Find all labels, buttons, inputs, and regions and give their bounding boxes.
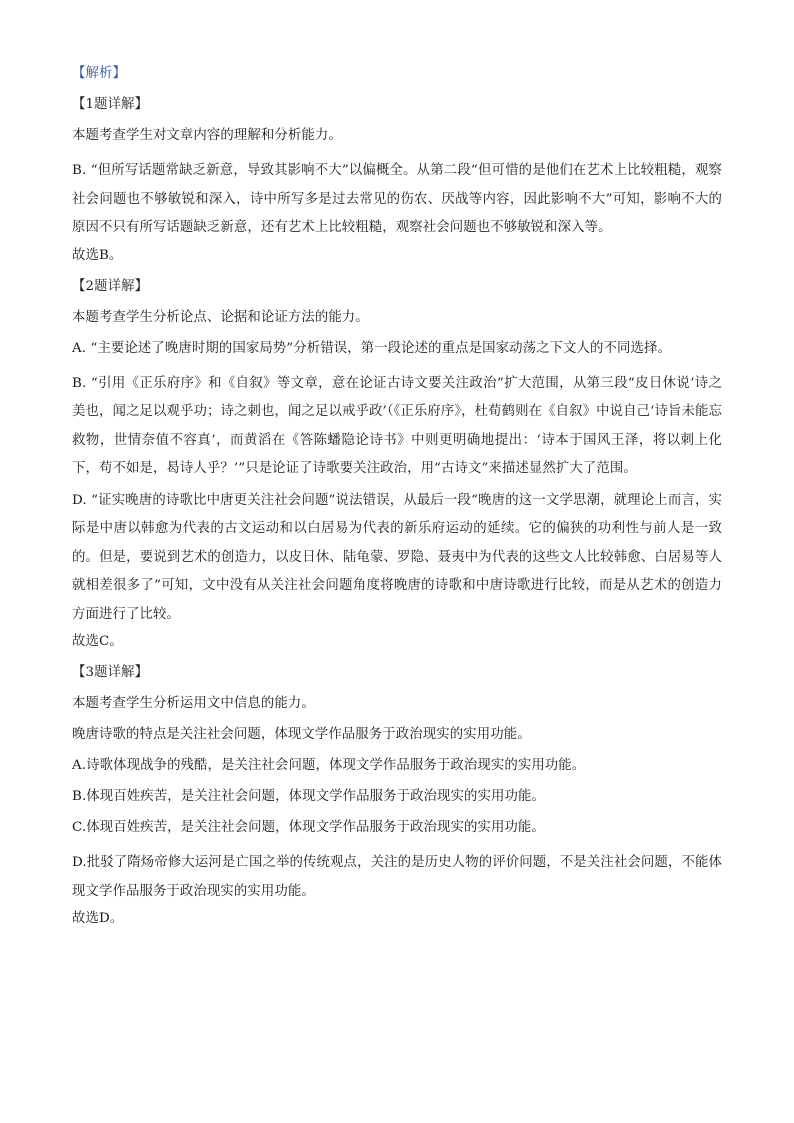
q3-option-b: B.体现百姓疾苦，是关注社会问题，体现文学作品服务于政治现实的实用功能。 — [72, 789, 545, 804]
q1-option-b: B. “但所写话题常缺乏新意，导致其影响不大”以偏概全。从第二段“但可惜的是他们在艺术上比较粗糙，观察社会问题也不够敏锐和深入，诗中所写多是过去常见的伤农、厌战等内容，因此影响不大”可知，影响不大的原因不只有所写话题缺乏新意，还有艺术上比较粗糙，观察社会问题也不够敏锐和深入等。 — [72, 163, 722, 235]
q2-option-d: D. “证实晚唐的诗歌比中唐更关注社会问题”说法错误，从最后一段“晚唐的这一文学思潮，就理论上而言，实际是中唐以韩愈为代表的古文运动和以白居易为代表的新乐府运动的延续。它的偏狭的功利性与前人是一致的。但是，要说到艺术的创造力，以皮日休、陆龟蒙、罗隐、聂夷中为代表的这些文人比较韩愈、白居易等人就相差很多了”可知，文中没有从关注社会问题角度将晚唐的诗歌和中唐诗歌进行比较，而是从艺术的创造力方面进行了比较。 — [72, 492, 722, 622]
q3-option-d: D.批驳了隋炀帝修大运河是亡国之举的传统观点，关注的是历史人物的评价问题，不是关注社会问题，不能体现文学作品服务于政治现实的实用功能。 — [72, 855, 722, 899]
q1-answer: 故选B。 — [72, 247, 123, 263]
q3-option-a: A.诗歌体现战争的残酷，是关注社会问题，体现文学作品服务于政治现实的实用功能。 — [72, 758, 586, 773]
q1-intro: 本题考查学生对文章内容的理解和分析能力。 — [72, 128, 342, 143]
q1-heading: 【1题详解】 — [72, 97, 149, 112]
q2-option-a: A. “主要论述了晚唐时期的国家局势”分析错误，第一段论述的重点是国家动荡之下文人的不同选择。 — [72, 340, 671, 356]
analysis-heading: 【解析】 — [72, 66, 126, 81]
document-content — [72, 64, 722, 940]
q2-heading: 【2题详解】 — [72, 278, 149, 294]
q3-feature: 晚唐诗歌的特点是关注社会问题，体现文学作品服务于政治现实的实用功能。 — [72, 727, 531, 742]
q3-answer: 故选D。 — [72, 911, 124, 926]
q3-heading: 【3题详解】 — [72, 665, 149, 680]
q2-answer: 故选C。 — [72, 634, 123, 649]
q2-option-b: B. “引用《正乐府序》和《自叙》等文章，意在论证古诗文要关注政治”扩大范围，从第三段“皮日休说‘诗之美也，闻之足以观乎功；诗之刺也，闻之足以戒乎政’（《正乐府序》，杜荀鹤则在《自叙》中说自己‘诗旨未能忘救物，世情奈值不容真’，而黄滔在《答陈蟠隐论诗书》中则更明确地提出：‘诗本于国风王泽，将以刺上化下，苟不如是，曷诗人乎？’”只是论证了诗歌要关注政治，用“古诗文”来描述显然扩大了范围。 — [72, 375, 722, 476]
q3-option-c: C.体现百姓疾苦，是关注社会问题，体现文学作品服务于政治现实的实用功能。 — [72, 820, 545, 835]
q3-intro: 本题考查学生分析运用文中信息的能力。 — [72, 696, 315, 711]
q2-intro: 本题考查学生分析论点、论据和论证方法的能力。 — [72, 309, 369, 325]
